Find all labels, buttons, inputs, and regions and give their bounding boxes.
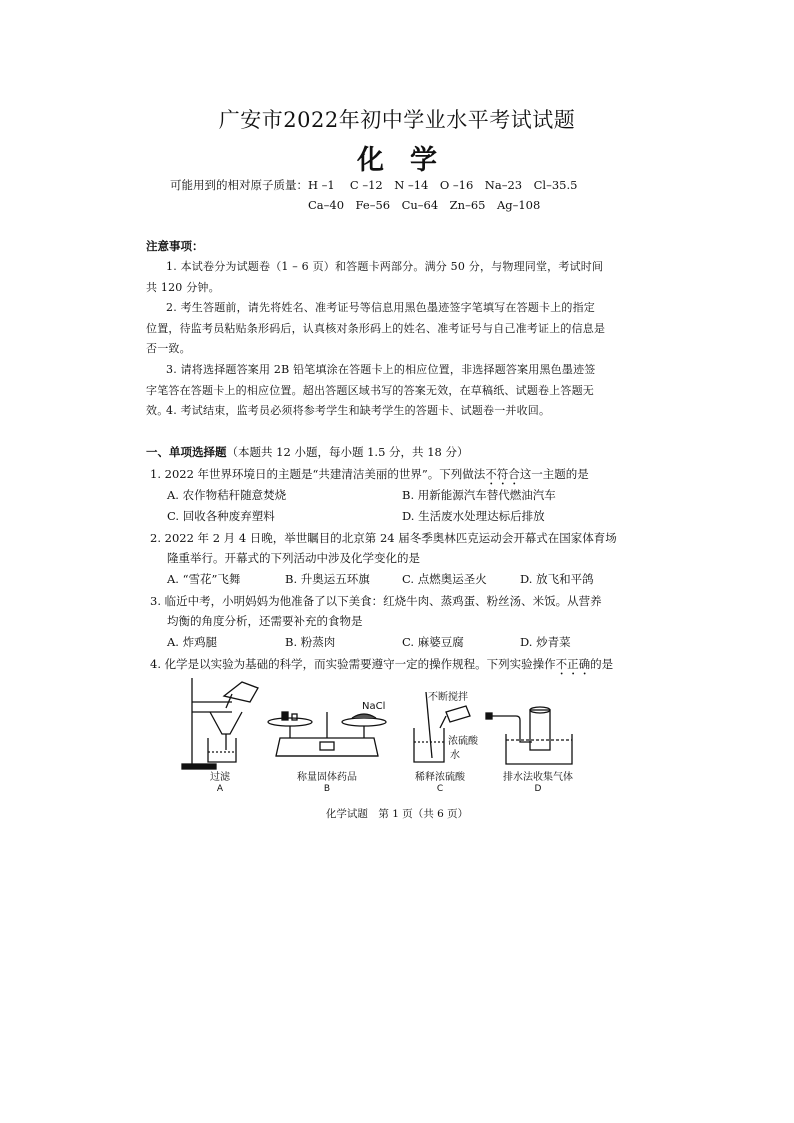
note-item: 2. 考生答题前，请先将姓名、准考证号等信息用黑色墨迹签字笔填写在答题卡上的指定位置，待监考员粘贴条形码后，认真核对条形码上的姓名、准考证号与自己准考证上的信息是否一致。 <box>146 301 606 355</box>
note-item: 3. 请将选择题答案用 2B 铅笔填涂在答题卡上的相应位置，非选择题答案用黑色墨迹签字笔答在答题卡上的相应位置。超出答题区域书写的答案无效，在草稿纸、试题卷上答题无效。 <box>146 363 596 417</box>
question-1-option-b: B. 用新能源汽车替代燃油汽车 <box>402 488 556 502</box>
question-3-option-c: C. 麻婆豆腐 <box>402 635 464 649</box>
filtration-apparatus <box>182 678 258 769</box>
figure-c-letter: C <box>436 784 444 794</box>
subject-title: 化学 <box>357 145 463 176</box>
figure-c-caption: 稀释浓硫酸 <box>415 772 465 783</box>
atomic-masses-line-2: Ca–40 Fe–56 Cu–64 Zn–65 Ag–108 <box>308 198 541 212</box>
question-2-stem-line-1: 2. 2022 年 2 月 4 日晚，举世瞩目的北京第 24 届冬季奥林匹克运动会开幕式在国家体育场 <box>150 531 617 545</box>
question-3-option-d: D. 炒青菜 <box>520 635 571 649</box>
figure-c-label-water: 水 <box>450 750 460 761</box>
section-detail: （本题共 12 小题，每小题 1.5 分，共 18 分） <box>226 445 469 459</box>
question-4-stem: 4. 化学是以实验为基础的科学，而实验需要遵守一定的操作规程。下列实验操作不正确的是 <box>150 657 614 671</box>
balance-apparatus <box>268 712 386 756</box>
figure-d-caption: 排水法收集气体 <box>503 772 573 783</box>
emphasis-text: 不正确 <box>555 657 591 671</box>
figure-c-label-stir: 不断搅拌 <box>428 692 468 703</box>
experiment-figures <box>170 672 610 794</box>
question-3-option-b: B. 粉蒸肉 <box>285 635 336 649</box>
question-2-stem-line-2: 隆重举行。开幕式的下列活动中涉及化学变化的是 <box>167 551 420 565</box>
section-heading <box>146 444 469 460</box>
figure-c-label-acid: 浓硫酸 <box>448 736 478 747</box>
figure-a-caption: 过滤 <box>210 772 230 783</box>
question-3-stem-line-2: 均衡的角度分析，还需要补充的食物是 <box>167 614 363 628</box>
question-3-stem-line-1: 3. 临近中考，小明妈妈为他准备了以下美食：红烧牛肉、蒸鸡蛋、粉丝汤、米饭。从营养 <box>150 594 602 608</box>
notes-heading: 注意事项： <box>146 239 204 253</box>
question-1-stem: 1. 2022 年世界环境日的主题是“共建清洁美丽的世界”。下列做法不符合这一主题的是 <box>150 467 589 481</box>
figure-b-label: NaCl <box>362 701 386 712</box>
figure-b-letter: B <box>323 784 331 794</box>
gas-collection-apparatus <box>486 707 572 764</box>
figure-d-letter: D <box>534 784 542 794</box>
question-2-option-d: D. 放飞和平鸽 <box>520 572 594 586</box>
question-1-option-a: A. 农作物秸秆随意焚烧 <box>167 488 287 502</box>
question-1-option-d: D. 生活废水处理达标后排放 <box>402 509 545 523</box>
figure-a-letter: A <box>216 784 224 794</box>
question-1-option-c: C. 回收各种废弃塑料 <box>167 509 275 523</box>
question-2-option-b: B. 升奥运五环旗 <box>285 572 370 586</box>
page-footer: 化学试题 第 1 页（共 6 页） <box>325 808 469 820</box>
question-2-option-c: C. 点燃奥运圣火 <box>402 572 487 586</box>
note-item: 1. 本试卷分为试题卷（1 – 6 页）和答题卡两部分。满分 50 分，与物理同堂，考试时间共 120 分钟。 <box>146 260 604 294</box>
note-item: 4. 考试结束，监考员必须将参考学生和缺考学生的答题卡、试题卷一并收回。 <box>166 404 551 417</box>
exam-title: 广安市2022年初中学业水平考试试题 <box>218 108 576 132</box>
atomic-masses-line-1: 可能用到的相对原子质量：H –1 C –12 N –14 O –16 Na–23 Cl–35.5 <box>170 178 578 192</box>
emphasis-text: 不符合 <box>485 467 520 481</box>
question-3-option-a: A. 炸鸡腿 <box>167 635 218 649</box>
section-title: 一、单项选择题 <box>146 445 227 459</box>
question-2-option-a: A. “雪花”飞舞 <box>167 572 241 586</box>
figure-b-caption: 称量固体药品 <box>297 772 357 783</box>
